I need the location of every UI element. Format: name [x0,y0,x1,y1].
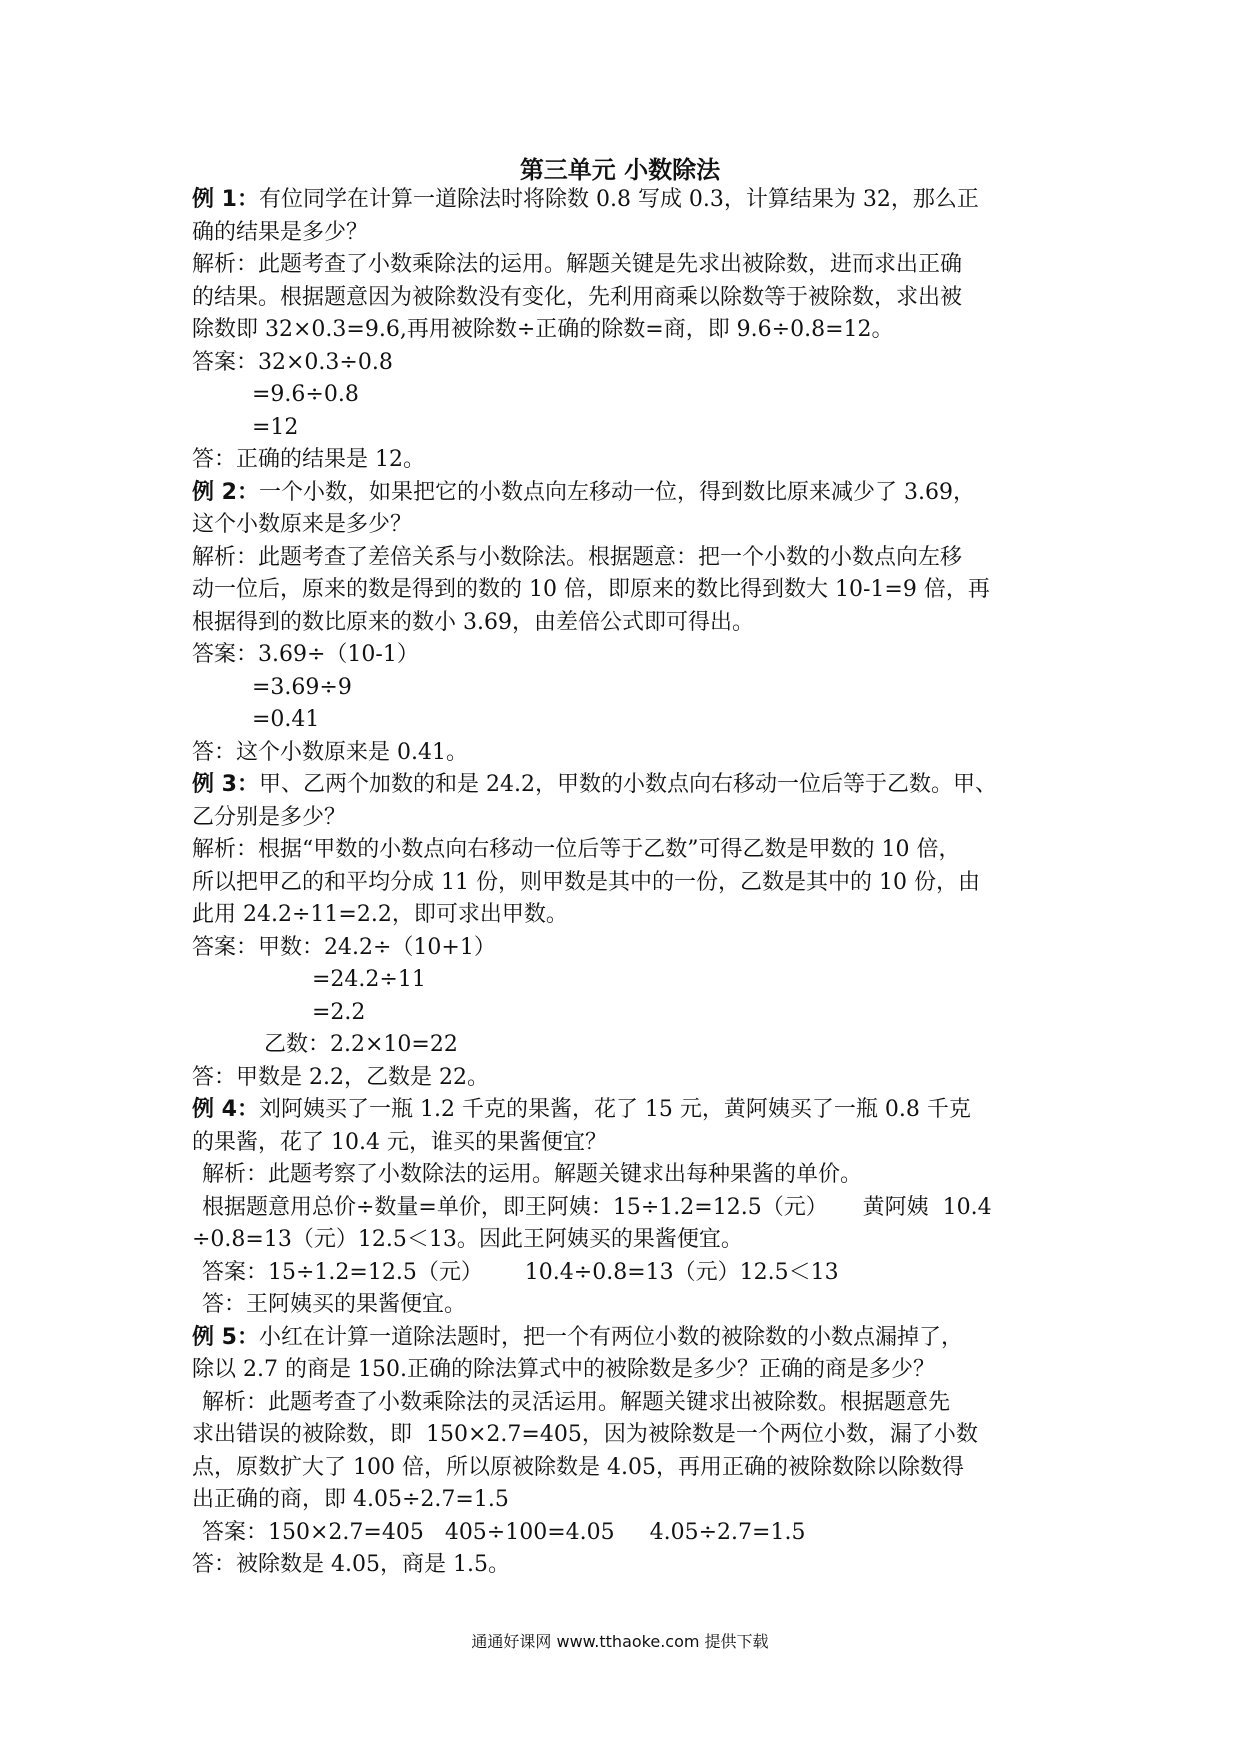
example-5-solution-line-1: 答案：150×2.7=405 405÷100=4.05 4.05÷2.7=1.5 [202,1519,806,1545]
example-1-solution-line-1: 答案：32×0.3÷0.8 [192,349,393,375]
example-4-solution-line-1: 答案：15÷1.2=12.5（元） 10.4÷0.8=13（元）12.5＜13 [202,1259,839,1285]
example-5-label: 例 5： [192,1324,259,1350]
example-5-analysis-line-3: 点，原数扩大了 100 倍，所以原被除数是 4.05，再用正确的被除数除以除数得 [192,1454,964,1480]
example-3-answer: 答：甲数是 2.2，乙数是 22。 [192,1064,489,1090]
example-4-answer: 答：王阿姨买的果酱便宜。 [202,1292,467,1317]
example-5-analysis-line-2: 求出错误的被除数，即 150×2.7=405，因为被除数是一个两位小数，漏了小数 [192,1422,978,1447]
example-4-analysis-line-1: 解析：此题考察了小数除法的运用。解题关键求出每种果酱的单价。 [202,1162,863,1187]
example-3-analysis-line-3: 此用 24.2÷11=2.2，即可求出甲数。 [192,902,568,927]
example-1-solution-line-3: =12 [252,414,299,440]
example-3-question-line-1: 例 3：甲、乙两个加数的和是 24.2，甲数的小数点向右移动一位后等于乙数。甲、 [192,772,997,797]
example-1-question-line-1: 例 1：有位同学在计算一道除法时将除数 0.8 写成 0.3，计算结果为 32，那么正 [192,187,979,212]
example-3-analysis-line-1: 解析：根据“甲数的小数点向右移动一位后等于乙数”可得乙数是甲数的 10 倍， [192,837,961,862]
example-4-question-line-1: 例 4：刘阿姨买了一瓶 1.2 千克的果酱，花了 15 元，黄阿姨买了一瓶 0.8 千克 [192,1097,971,1122]
example-2-solution-line-3: =0.41 [252,707,320,732]
example-1-solution-line-2: =9.6÷0.8 [252,382,359,407]
example-2-analysis-line-2: 动一位后，原来的数是得到的数的 10 倍，即原来的数比得到数大 10-1=9 倍，再 [192,577,990,602]
example-2-question-line-2: 这个小数原来是多少？ [192,512,413,537]
example-5-answer: 答：被除数是 4.05，商是 1.5。 [192,1552,510,1577]
example-5-analysis-line-4: 出正确的商，即 4.05÷2.7=1.5 [192,1487,509,1512]
example-3-solution-line-2: =24.2÷11 [312,967,426,992]
example-3-analysis-line-2: 所以把甲乙的和平均分成 11 份，则甲数是其中的一份，乙数是其中的 10 份，由 [192,869,980,895]
example-4-label: 例 4： [192,1097,259,1122]
example-2-answer: 答：这个小数原来是 0.41。 [192,739,468,765]
example-2-solution-line-2: =3.69÷9 [252,674,352,700]
example-3-solution-line-1: 答案：甲数：24.2÷（10+1） [192,934,496,960]
example-1-label: 例 1： [192,187,259,212]
example-3-label: 例 3： [192,772,259,797]
example-1-analysis-line-3: 除数即 32×0.3=9.6,再用被除数÷正确的除数=商，即 9.6÷0.8=12。 [192,317,894,342]
example-4-question-line-2: 的果酱，花了 10.4 元，谁买的果酱便宜？ [192,1129,607,1155]
example-2-question-line-1: 例 2：一个小数，如果把它的小数点向左移动一位，得到数比原来减少了 3.69， [192,479,975,505]
example-5-analysis-line-1: 解析：此题考查了小数乘除法的灵活运用。解题关键求出被除数。根据题意先 [202,1389,951,1415]
example-2-analysis-line-3: 根据得到的数比原来的数小 3.69，由差倍公式即可得出。 [192,609,754,635]
example-5-question-line-1: 例 5：小红在计算一道除法题时，把一个有两位小数的被除数的小数点漏掉了， [192,1324,963,1350]
example-1-answer: 答：正确的结果是 12。 [192,447,425,472]
document-body [192,184,1062,1582]
example-3-question-line-2: 乙分别是多少？ [192,804,347,830]
example-2-label: 例 2： [192,479,259,505]
example-2-solution-line-1: 答案：3.69÷（10-1） [192,642,419,667]
example-2-analysis-line-1: 解析：此题考查了差倍关系与小数除法。根据题意：把一个小数的小数点向左移 [192,544,963,570]
example-3-solution-line-4: 乙数：2.2×10=22 [264,1032,458,1057]
example-4-analysis-line-3: ÷0.8=13（元）12.5＜13。因此王阿姨买的果酱便宜。 [192,1227,743,1252]
example-5-question-line-2: 除以 2.7 的商是 150.正确的除法算式中的被除数是多少？正确的商是多少？ [192,1357,935,1382]
example-4-analysis-line-2: 根据题意用总价÷数量=单价，即王阿姨：15÷1.2=12.5（元） 黄阿姨 10.4 [202,1194,992,1220]
page-title: 第三单元 小数除法 [519,156,721,184]
example-1-analysis-line-1: 解析：此题考查了小数乘除法的运用。解题关键是先求出被除数，进而求出正确 [192,252,963,277]
page-footer: 通通好课网 www.tthaoke.com 提供下载 [471,1632,769,1651]
example-1-question-line-2: 确的结果是多少？ [192,219,369,245]
example-1-analysis-line-2: 的结果。根据题意因为被除数没有变化，先利用商乘以除数等于被除数，求出被 [192,284,963,310]
example-3-solution-line-3: =2.2 [312,999,366,1025]
